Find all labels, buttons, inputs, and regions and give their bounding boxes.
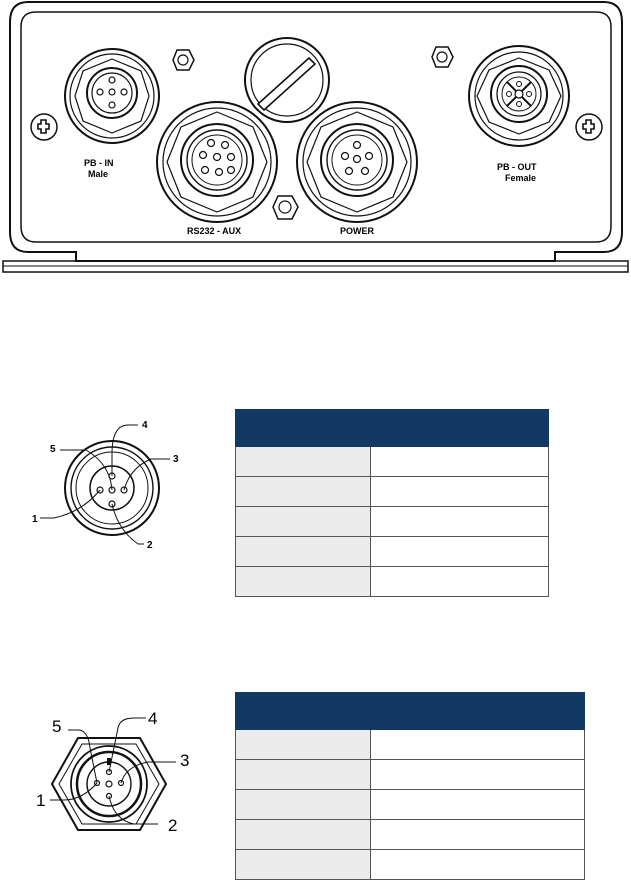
female-pin-label-2: 2: [168, 816, 178, 835]
table-cell: [371, 447, 549, 477]
table-cell: [371, 820, 585, 850]
male-pin-label-4: 4: [142, 420, 148, 431]
table-row: [236, 507, 549, 537]
table-row: [236, 730, 585, 760]
connector-pb-out: [469, 46, 569, 146]
female-pin-label-1: 1: [36, 791, 46, 810]
table-header-pin: [236, 410, 371, 447]
table-header-pin: [236, 693, 371, 730]
table-cell: [236, 790, 371, 820]
table-header-row: [236, 693, 585, 730]
connector-pb-out-sublabel: Female: [505, 173, 537, 183]
female-pinout-table: [235, 692, 585, 880]
male-pin-label-1: 1: [32, 514, 38, 525]
table-row: [236, 537, 549, 567]
table-header-row: [236, 410, 549, 447]
table-cell: [236, 760, 371, 790]
connector-pb-in-label: PB - IN: [84, 158, 114, 168]
table-header-signal: [371, 693, 585, 730]
connector-power: [297, 102, 417, 222]
table-cell: [371, 567, 549, 597]
table-cell: [371, 760, 585, 790]
table-cell: [236, 507, 371, 537]
female-pin-label-4: 4: [148, 709, 158, 728]
connector-rs232-aux-label: RS232 - AUX: [187, 226, 242, 236]
rotary-cap-icon: [245, 38, 329, 122]
connector-pb-out-label: PB - OUT: [497, 162, 537, 172]
table-cell: [371, 790, 585, 820]
table-cell: [371, 477, 549, 507]
table-row: [236, 790, 585, 820]
stud-bottom-center-icon: [273, 196, 298, 219]
female-connector-pinout-diagram: [30, 700, 205, 860]
table-header-signal: [371, 410, 549, 447]
table-row: [236, 567, 549, 597]
stud-top-right-icon: [432, 47, 453, 67]
screw-right-icon: [576, 114, 602, 140]
table-cell: [236, 730, 371, 760]
table-row: [236, 447, 549, 477]
male-pin-label-5: 5: [50, 444, 56, 455]
connector-pb-in-sublabel: Male: [88, 169, 109, 179]
male-pin-label-2: 2: [147, 540, 153, 551]
table-cell: [236, 477, 371, 507]
table-cell: [236, 447, 371, 477]
table-cell: [371, 537, 549, 567]
connector-power-label: POWER: [340, 226, 375, 236]
table-cell: [236, 537, 371, 567]
connector-rs232-aux: [157, 102, 277, 222]
connector-pb-in: [65, 49, 159, 143]
table-cell: [371, 730, 585, 760]
female-pin-label-3: 3: [180, 751, 190, 770]
female-pin-label-5: 5: [52, 717, 62, 736]
device-front-panel: [0, 0, 631, 285]
stud-top-left-icon: [173, 50, 194, 70]
male-connector-pinout-diagram: [30, 412, 200, 562]
table-row: [236, 850, 585, 880]
table-cell: [371, 850, 585, 880]
table-row: [236, 820, 585, 850]
table-cell: [371, 507, 549, 537]
male-pinout-table: [235, 409, 549, 597]
table-row: [236, 760, 585, 790]
table-cell: [236, 567, 371, 597]
male-pin-label-3: 3: [173, 454, 179, 465]
table-cell: [236, 820, 371, 850]
screw-left-icon: [31, 114, 57, 140]
table-cell: [236, 850, 371, 880]
table-row: [236, 477, 549, 507]
